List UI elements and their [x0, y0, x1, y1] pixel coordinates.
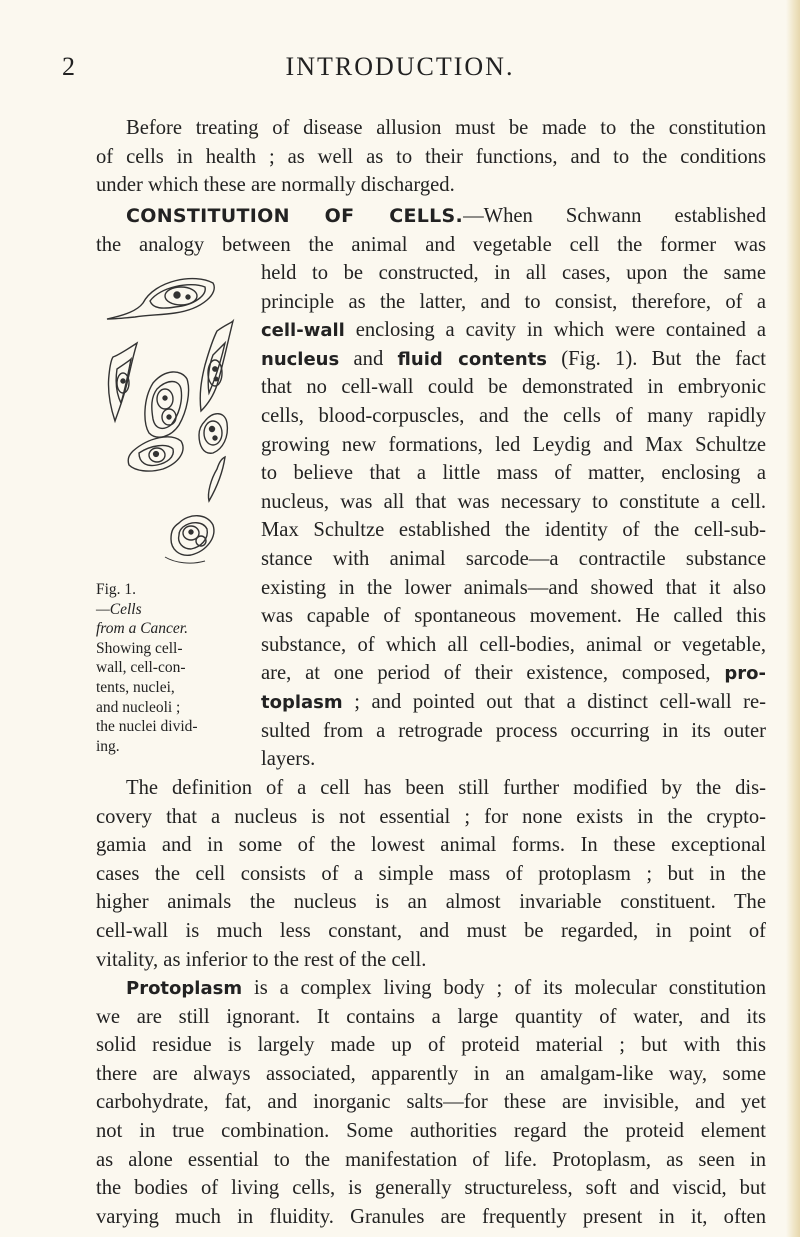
- figure-label: Fig. 1.: [96, 581, 137, 598]
- page-edge-shading: [786, 0, 800, 1237]
- text-line: toplasm ; and pointed out that a distinct cell-wall re-: [261, 690, 766, 713]
- text-line: principle as the latter, and to consist, therefore, of a: [261, 290, 766, 313]
- term-protoplasm-start: pro-: [724, 663, 766, 685]
- text-line: growing new formations, led Leydig and Max Schultze: [261, 433, 766, 456]
- figure-cell: [145, 372, 189, 437]
- caption-line: the nuclei divid-: [96, 718, 198, 736]
- term-protoplasm-end: toplasm: [261, 691, 343, 713]
- text-line: under which these are normally discharged.: [96, 174, 455, 197]
- text-line: nucleus and fluid contents (Fig. 1). But the fact: [261, 347, 766, 370]
- figure-caption: [96, 580, 244, 756]
- section-opening: [96, 202, 766, 259]
- text-line: as alone essential to the manifestation of life. Protoplasm, as seen in: [96, 1148, 766, 1171]
- text-line: substance, of which all cell-bodies, animal or vegetable,: [261, 633, 766, 656]
- page-header: [0, 52, 800, 92]
- text-line: existing in the lower animals—and showed that it also: [261, 576, 766, 599]
- caption-line: tents, nuclei,: [96, 678, 175, 696]
- figure-cell: [107, 279, 214, 319]
- text-line: we are still ignorant. It contains a large quantity of water, and its: [96, 1005, 766, 1028]
- text-line: cell-wall is much less constant, and must be regarded, in point of: [96, 919, 766, 942]
- text-line: not in true combination. Some authorities regard the proteid element: [96, 1119, 766, 1142]
- text-line: held to be constructed, in all cases, upon the same: [261, 262, 766, 284]
- text-line: The definition of a cell has been still further modified by the dis-: [126, 777, 766, 799]
- figure-cell: [208, 457, 225, 501]
- definition-paragraph: [96, 774, 766, 974]
- section-heading: CONSTITUTION OF CELLS.: [126, 205, 464, 227]
- running-title: INTRODUCTION.: [285, 52, 515, 81]
- text-line: to believe that a little mass of matter, enclosing a: [261, 462, 766, 485]
- text-line: gamia and in some of the lowest animal forms. In these exceptional: [96, 834, 766, 857]
- text-line: sulted from a retrograde process occurring in its outer: [261, 719, 766, 742]
- text-line: solid residue is largely made up of proteid material ; but with this: [96, 1034, 766, 1057]
- text-line: Max Schultze established the identity of the cell-sub-: [261, 519, 766, 542]
- text-line: nucleus, was all that was necessary to constitute a cell.: [261, 490, 766, 513]
- text-line: the analogy between the animal and vegetable cell the former was: [96, 233, 766, 256]
- text-line: carbohydrate, fat, and inorganic salts—for these are invisible, and yet: [96, 1091, 766, 1114]
- text-line: stance with animal sarcode—a contractile substance: [261, 547, 766, 570]
- cancer-cells-figure: [95, 265, 247, 575]
- figure-cell: [108, 343, 137, 421]
- caption-line: ing.: [96, 737, 120, 755]
- section-wrapped-text: [261, 259, 766, 774]
- text-line: covery that a nucleus is not essential ; for none exists in the crypto-: [96, 805, 766, 828]
- intro-paragraph: [96, 114, 766, 200]
- text-line: that no cell-wall could be demonstrated in embryonic: [261, 376, 766, 399]
- text-line: of cells in health ; as well as to their functions, and to the conditions: [96, 145, 766, 168]
- text-line: Before treating of disease allusion must be made to the constitution: [126, 117, 766, 139]
- text-line: was capable of spontaneous movement. He called this: [261, 605, 766, 628]
- figure-cell: [165, 516, 214, 563]
- text-line: are, at one period of their existence, composed, pro-: [261, 662, 766, 685]
- text-line: vitality, as inferior to the rest of the cell.: [96, 948, 427, 971]
- page-number: 2: [62, 52, 76, 81]
- caption-line: Showing cell-: [96, 639, 183, 657]
- caption-line: and nucleoli ;: [96, 698, 181, 716]
- text-line: cells, blood-corpuscles, and the cells of many rapidly: [261, 404, 766, 427]
- caption-line: wall, cell-con-: [96, 659, 186, 677]
- figure-cell: [199, 414, 227, 454]
- section-heading-line: CONSTITUTION OF CELLS.—When Schwann established: [126, 205, 766, 227]
- text-line: cases the cell consists of a simple mass of protoplasm ; but in the: [96, 862, 766, 885]
- text-line: Protoplasm is a complex living body ; of its molecular constitution: [126, 977, 766, 999]
- figure-cell: [128, 437, 183, 471]
- text-line: the bodies of living cells, is generally structureless, soft and viscid, but: [96, 1177, 766, 1200]
- term-protoplasm: Protoplasm: [126, 978, 243, 999]
- text-line: higher animals the nucleus is an almost invariable constituent. The: [96, 891, 766, 914]
- figure-cell: [200, 321, 233, 411]
- text-line: there are always associated, apparently in an amalgam-like way, some: [96, 1062, 766, 1085]
- term-nucleus: nucleus: [261, 348, 340, 370]
- text-line: cell-wall enclosing a cavity in which were contained a: [261, 319, 766, 342]
- text-line: layers.: [261, 748, 316, 771]
- text-line: varying much in fluidity. Granules are frequently present in it, often: [96, 1205, 766, 1228]
- protoplasm-paragraph: [96, 974, 766, 1231]
- term-cell-wall: cell-wall: [261, 320, 345, 342]
- term-fluid-contents: fluid contents: [397, 348, 547, 370]
- caption-line: Fig. 1. —Cells: [96, 580, 244, 619]
- caption-line: from a Cancer.: [96, 620, 188, 638]
